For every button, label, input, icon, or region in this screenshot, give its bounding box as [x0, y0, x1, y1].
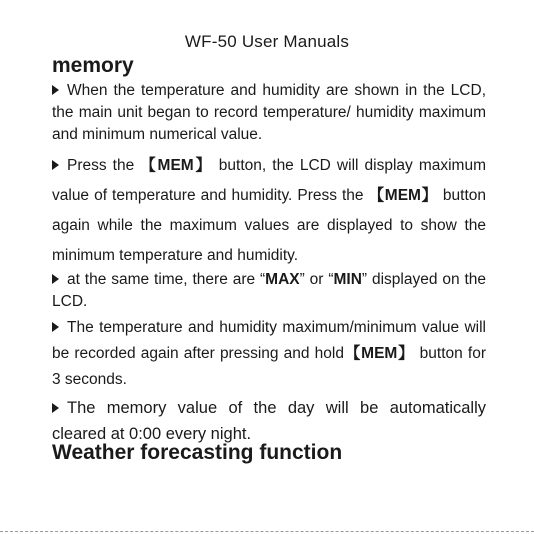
- page-bottom-divider: [0, 531, 534, 532]
- mem-button-reference: 【MEM】: [344, 345, 415, 362]
- section-title-memory: memory: [52, 54, 134, 77]
- list-item: When the temperature and humidity are shown in the LCD, the main unit began to record temperature/ humidity maximum and minimum numerical value.: [52, 82, 486, 143]
- bullet-arrow-icon: [52, 403, 59, 413]
- bullet-arrow-icon: [52, 322, 59, 332]
- mem-button-reference: 【MEM】: [368, 187, 438, 204]
- list-item: Press the 【MEM】 button, the LCD will display maximum value of temperature and humidity. Press the 【MEM】 button again while the maximum values are displayed to show the minimum temperature and humidity.: [52, 157, 486, 264]
- manual-header: WF-50 User Manuals: [184, 32, 350, 51]
- bullet-arrow-icon: [52, 85, 59, 95]
- section-title-weather-forecasting: Weather forecasting function: [52, 441, 343, 464]
- bullet-arrow-icon: [52, 160, 59, 170]
- mem-button-reference: 【MEM】: [140, 157, 213, 174]
- list-item: The memory value of the day will be automatically cleared at 0:00 every night.: [52, 399, 486, 443]
- list-item: The temperature and humidity maximum/minimum value will be recorded again after pressing and hold【MEM】 button for 3 seconds.: [52, 319, 487, 388]
- bullet-arrow-icon: [52, 274, 59, 284]
- max-indicator-text: MAX: [265, 271, 300, 288]
- min-indicator-text: MIN: [333, 271, 362, 288]
- list-item: at the same time, there are “MAX” or “MIN” displayed on the LCD.: [52, 271, 486, 310]
- memory-section-content: [52, 80, 486, 447]
